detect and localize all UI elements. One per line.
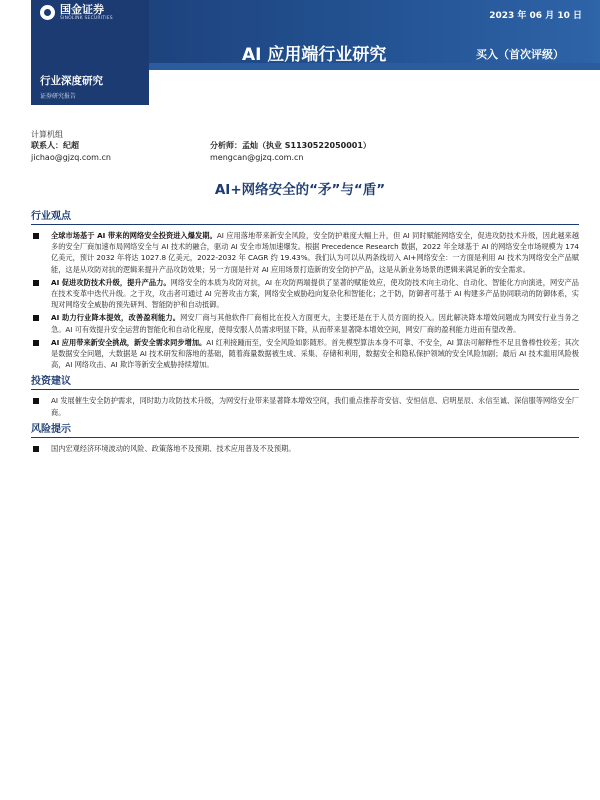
bullet-lead: AI 助力行业降本提效，改善盈利能力。: [51, 313, 181, 323]
square-bullet-icon: [33, 446, 39, 452]
rating-badge: 买入（首次评级）: [476, 48, 564, 61]
bullet-lead: AI 促进攻防技术升级，提升产品力。: [51, 277, 171, 287]
bullet-body: AI 应用落地带来新安全风险，安全防护难度大幅上升，但 AI 同时赋能网络安全，促进攻防技术升级，因此越来越多的安全厂商加速布局网络安全与 AI 技术的融合，驱动 AI 安全市场加速爆发。根据 Precedence Research 数据，2022 年全球基于 AI 的网络安全市场规模为 174 亿美元，预计 2032 年将达 1027.8 亿美元，2022-2032 年 CAGR 约 19.43%。我们认为可以从两条线切入 AI+网络安全：一方面是利用 AI 技术为网络安全产品赋能，这是从攻防对抗的逻辑来提升产品攻防效果；另一方面是针对 AI 应用场景打造新的安全防护产品，这是从新业务场景的逻辑来满足新的安全需求。: [51, 231, 580, 274]
report-date: 2023 年 06 月 10 日: [489, 11, 582, 21]
contact-email: jichao@gjzq.com.cn: [31, 153, 111, 162]
report-body: [31, 210, 579, 456]
section-divider: [31, 224, 579, 225]
list-item: [31, 277, 579, 311]
bullet-body: AI 红利接踵而至，安全风险如影随形。首先模型算法本身不可靠、不安全，AI 算法可解释性不足且鲁棒性较差；其次是数据安全问题，大数据是 AI 技术研发和落地的基础，随着海量数据被生成、采集、存储和利用，数据安全和隐私保护领域的安全风险加剧；最后 AI 技术滥用风险极高，AI 网络攻击、AI 欺诈等新安全威胁持续增加。: [51, 337, 579, 370]
bullet-body: 网安厂商与其他软件厂商相比在投入方面更大，主要还是在于人员方面的投入。因此解决降本增效问题成为网安行业当务之急。AI 可有效提升安全运营的智能化和自动化程度，使得安服人员需求明显下降，从而带来显著降本增效空间，网安厂商的盈利能力进而有望改善。: [51, 313, 579, 334]
bullet-lead: AI 应用带来新安全挑战，新安全需求同步增加。: [51, 337, 207, 347]
square-bullet-icon: [33, 233, 39, 239]
section-divider: [31, 389, 579, 390]
list-item: [31, 443, 579, 454]
brand-name-en: SINOLINK SECURITIES: [60, 16, 113, 21]
report-title: AI 应用端行业研究: [242, 45, 387, 65]
report-type: 行业深度研究: [40, 75, 103, 87]
report-header: [0, 0, 600, 118]
list-item: [31, 312, 579, 334]
list-item: [31, 337, 579, 371]
bullet-lead: 全球市场基于 AI 带来的网络安全投资进入爆发期。: [51, 231, 217, 240]
report-subtype: 证券研究报告: [40, 93, 77, 100]
analyst-name: 分析师：孟灿（执业 S1130522050001）: [210, 141, 371, 150]
section-heading-views: 行业观点: [31, 211, 71, 222]
brand-logo: [40, 4, 113, 21]
section-heading-advice: 投资建议: [31, 376, 71, 388]
list-item: [31, 395, 579, 417]
square-bullet-icon: [33, 340, 39, 346]
industry-group: 计算机组: [31, 130, 63, 139]
list-item: [31, 230, 579, 275]
analyst-email: mengcan@gjzq.com.cn: [210, 153, 304, 162]
bullet-body: 国内宏观经济环境波动的风险、政策落地不及预期、技术应用普及不及预期。: [51, 443, 296, 453]
square-bullet-icon: [33, 398, 39, 404]
bullet-body: AI 发展催生安全防护需求，同时助力攻防技术升级，为网安行业带来显著降本增效空间，我们重点推荐奇安信、安恒信息、启明星辰、永信至诚、深信服等网络安全厂商。: [51, 396, 579, 417]
contact-name: 联系人：纪超: [31, 141, 79, 150]
section-divider: [31, 437, 579, 438]
section-heading-risk: 风险提示: [31, 423, 71, 435]
document-title: AI+网络安全的“矛”与“盾”: [214, 182, 386, 198]
square-bullet-icon: [33, 315, 39, 321]
square-bullet-icon: [33, 280, 39, 286]
brand-name-cn: 国金证券: [60, 3, 104, 16]
bullet-body: 网络安全的本质为攻防对抗，AI 在攻防两端提供了显著的赋能效应，使攻防技术向主动化、自动化、智能化方向演进，网安产品在技术变革中迭代升级。之于攻，攻击者可通过 AI 完善攻击方案，网络安全威胁趋向复杂化和智能化；之于防，防御者可基于 AI 构建多产品协同联动的防御体系，实现对网络安全威胁的预先研判、智能防护和自动抵御。: [51, 277, 579, 310]
logo-icon: [40, 5, 55, 20]
